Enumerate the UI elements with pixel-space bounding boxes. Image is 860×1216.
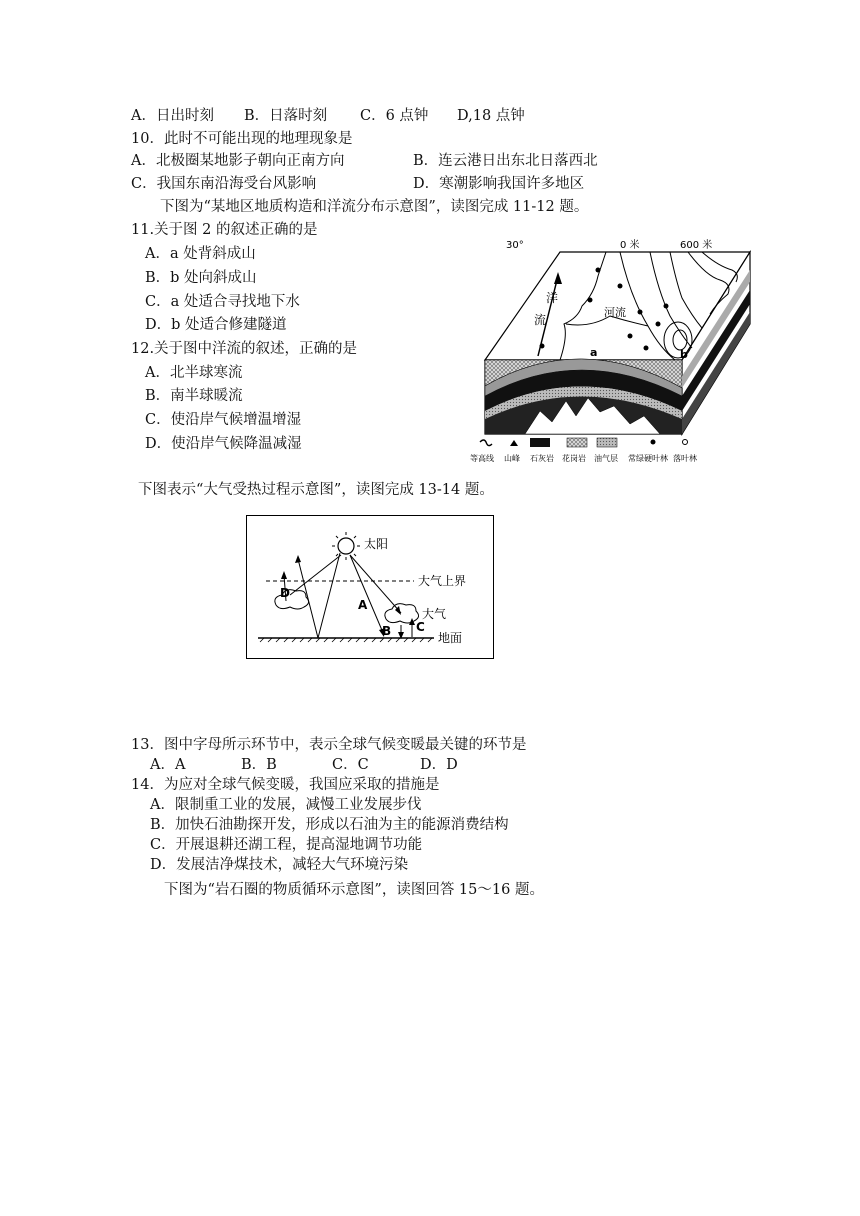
label-d: D [280,586,290,600]
legend-label-peak: 山峰 [504,454,520,463]
legend-granite-symbol [567,438,587,447]
q14-option-a: A．限制重工业的发展，减慢工业发展步伐 [150,797,422,813]
point-a-label: a [590,346,598,359]
legend-label-deciduous: 落叶林 [673,454,697,463]
q9-option-b: B．日落时刻 [244,108,328,124]
point-b-label: b [680,348,688,361]
q14-option-c: C．开展退耕还湖工程，提高湿地调节功能 [150,837,423,853]
q11-option-a: A．a 处背斜成山 [145,246,256,262]
q11-option-b: B．b 处向斜成山 [145,270,257,286]
sun-label: 太阳 [364,537,389,551]
q10-stem: 10．此时不可能出现的地理现象是 [131,131,353,147]
legend-label-contour: 等高线 [470,454,494,463]
q14-option-b: B．加快石油勘探开发，形成以石油为主的能源消费结构 [150,817,509,833]
q9-option-a: A．日出时刻 [131,108,214,124]
legend-oil-symbol [597,438,617,447]
q14-stem: 14．为应对全球气候变暖，我国应采取的措施是 [131,777,440,793]
latitude-label: 30° [506,240,524,251]
intro-15-16: 下图为“岩石圈的物质循环示意图”，读图回答 15～16 题。 [164,882,544,898]
sun-icon [338,538,354,554]
q13-option-d: D．D [420,757,458,773]
river-label: 河流 [604,306,626,319]
q9-option-d: D,18 点钟 [457,108,525,124]
legend-label-oil: 油气层 [594,454,618,463]
q11-option-d: D．b 处适合修建隧道 [145,317,287,333]
q13-option-b: B．B [241,757,277,773]
atmosphere-heating-figure [246,515,494,659]
intro-11-12: 下图为“某地区地质构造和洋流分布示意图”，读图完成 11-12 题。 [160,199,589,215]
q10-option-c: C．我国东南沿海受台风影响 [131,176,317,192]
q12-option-a: A．北半球寒流 [145,365,243,381]
ground-label: 地面 [438,631,463,645]
legend-peak-symbol [510,440,518,446]
legend-deciduous-symbol [683,440,688,445]
q13-option-a: A．A [150,757,186,773]
q13-options [150,755,458,775]
atmosphere-top-label: 大气上界 [418,574,467,588]
q13-option-c: C．C [332,757,369,773]
q9-option-c: C．6 点钟 [360,108,429,124]
legend-contour-symbol [480,440,492,446]
q12-option-c: C．使沿岸气候增温增湿 [145,412,302,428]
label-b: B [382,624,392,638]
legend-label-evergreen: 常绿硬叶林 [628,454,668,463]
intro-13-14: 下图表示“大气受热过程示意图”，读图完成 13-14 题。 [138,482,494,498]
ocean-current-label-2: 流 [534,313,547,327]
geology-current-figure [470,236,760,468]
q11-option-c: C．a 处适合寻找地下水 [145,294,300,310]
legend-limestone-symbol [530,438,550,447]
atmosphere-label: 大气 [422,607,447,621]
q13-stem: 13．图中字母所示环节中，表示全球气候变暖最关键的环节是 [131,737,527,753]
q9-options [131,106,525,126]
label-c: C [416,620,425,634]
q10-option-a: A．北极圈某地影子朝向正南方向 [131,153,345,169]
contour-600-label: 600 米 [680,240,713,251]
q10-option-b: B．连云港日出东北日落西北 [413,153,598,169]
q11-stem: 11.关于图 2 的叙述正确的是 [131,222,318,238]
legend-label-limestone: 石灰岩 [530,454,554,463]
q12-option-d: D．使沿岸气候降温减湿 [145,436,302,452]
ocean-current-label-1: 洋 [546,291,559,305]
q10-option-d: D．寒潮影响我国许多地区 [413,176,585,192]
q12-option-b: B．南半球暖流 [145,388,243,404]
legend [470,438,697,463]
legend-label-granite: 花岗岩 [562,454,586,463]
contour-0-label: 0 米 [620,240,640,251]
label-a: A [358,598,368,612]
q12-stem: 12.关于图中洋流的叙述，正确的是 [131,341,358,357]
q14-option-d: D．发展洁净煤技术，减轻大气环境污染 [150,857,409,873]
legend-evergreen-symbol [651,440,656,445]
